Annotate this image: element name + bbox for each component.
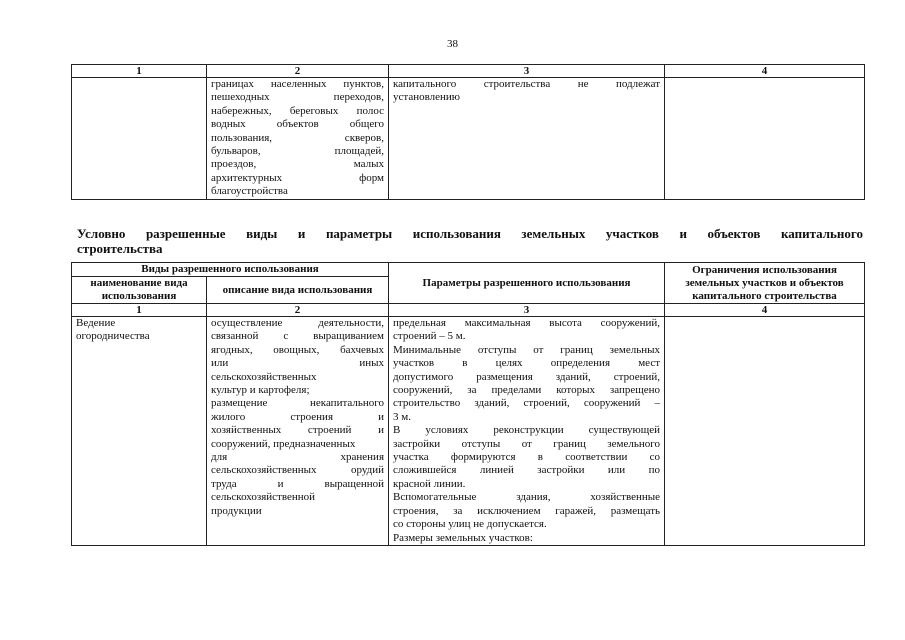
text-line: участков в целях определения мест: [393, 357, 661, 370]
text-line: жилого строения и: [211, 410, 385, 423]
column-number-4: 4: [665, 65, 865, 78]
header-col2: описание вида использования: [207, 277, 389, 304]
table-row: [72, 78, 865, 200]
text-line: строительство зданий, строений, сооружений –: [393, 397, 661, 410]
text-line: сложившейся линией застройки или по: [393, 464, 661, 477]
text-line: Размеры земельных участков:: [393, 531, 533, 544]
text-line: со стороны улиц не допускается.: [393, 518, 547, 531]
main-row-col4: [665, 317, 865, 546]
text-line: огородничества: [76, 330, 150, 343]
text-line: сельскохозяйственных: [211, 370, 317, 383]
text-line: предельная максимальная высота сооружений,: [393, 317, 661, 329]
main-row-col1: [72, 317, 207, 546]
page-number: 38: [447, 38, 458, 50]
column-number-row: [72, 65, 865, 78]
text-line: бульваров, площадей,: [211, 145, 384, 158]
text-line: сооружений, предназначенных: [211, 437, 356, 450]
column-number-row: [72, 304, 865, 317]
text-line: продукции: [211, 504, 262, 517]
text-line: проездов, малых: [211, 158, 384, 171]
text-line: пешеходных переходов,: [211, 91, 384, 104]
column-number-1: 1: [72, 65, 207, 78]
section-heading: [77, 226, 863, 256]
text-line: сельскохозяйственных орудий: [211, 464, 385, 477]
top-row-col4: [665, 78, 865, 200]
header-col4: Ограничения использования земельных участков и объектов капитального строительства: [665, 263, 865, 304]
text-line: набережных, береговых полос: [211, 104, 384, 117]
header-row: [72, 263, 865, 277]
text-line: для хранения: [211, 451, 385, 464]
text-line: или иных: [211, 357, 385, 370]
text-line: застройки отступы от границ земельного: [393, 437, 661, 450]
text-line: водных объектов общего: [211, 118, 384, 131]
text-line: В условиях реконструкции существующей: [393, 424, 661, 437]
main-row-col2: [207, 317, 389, 546]
text-line: пользования, скверов,: [211, 131, 384, 144]
text-line: участка формируются в соответствии со: [393, 451, 661, 464]
column-number-1: 1: [72, 304, 207, 317]
text-line: осуществление деятельности,: [211, 317, 385, 329]
main-row-col3: [389, 317, 665, 546]
column-number-4: 4: [665, 304, 865, 317]
section-heading-line2: строительства: [77, 241, 163, 256]
main-table: [71, 262, 865, 546]
column-number-3: 3: [389, 65, 665, 78]
text-line: ягодных, овощных, бахчевых: [211, 343, 385, 356]
text-line: благоустройства: [211, 185, 288, 198]
text-line: Вспомогательные здания, хозяйственные: [393, 491, 661, 504]
top-row-col2: [207, 78, 389, 200]
text-line: труда и выращенной: [211, 477, 385, 490]
column-number-2: 2: [207, 65, 389, 78]
text-line: сельскохозяйственной: [211, 491, 316, 504]
section-heading-line1: Условно разрешенные виды и параметры использования земельных участков и объектов капитального: [77, 226, 863, 241]
text-line: размещение некапитального: [211, 397, 385, 410]
text-line: связанной с выращиванием: [211, 330, 385, 343]
header-col3: Параметры разрешенного использования: [389, 263, 665, 304]
text-line: 3 м.: [393, 410, 411, 423]
text-line: допустимого размещения зданий, строений,: [393, 370, 661, 383]
top-row-col3: [389, 78, 665, 200]
text-line: красной линии.: [393, 477, 466, 490]
text-line: строений – 5 м.: [393, 330, 466, 343]
text-line: культур и картофеля;: [211, 384, 310, 397]
text-line: архитектурных форм: [211, 171, 384, 184]
top-table: [71, 64, 865, 200]
text-line: сооружений, за пределами которых запрещено: [393, 384, 661, 397]
text-line: границах населенных пунктов,: [211, 78, 384, 90]
column-number-2: 2: [207, 304, 389, 317]
text-line: установлению: [393, 91, 461, 104]
text-line: Минимальные отступы от границ земельных: [393, 343, 661, 356]
top-row-col1: [72, 78, 207, 200]
header-col1: наименование вида использования: [72, 277, 207, 304]
header-group-title: Виды разрешенного использования: [72, 263, 389, 277]
column-number-3: 3: [389, 304, 665, 317]
text-line: строения, за исключением гаражей, размещать: [393, 504, 661, 517]
text-line: хозяйственных строений и: [211, 424, 385, 437]
table-row: [72, 317, 865, 546]
text-line: Ведение: [76, 317, 116, 329]
text-line: капитального строительства не подлежат: [393, 78, 660, 90]
